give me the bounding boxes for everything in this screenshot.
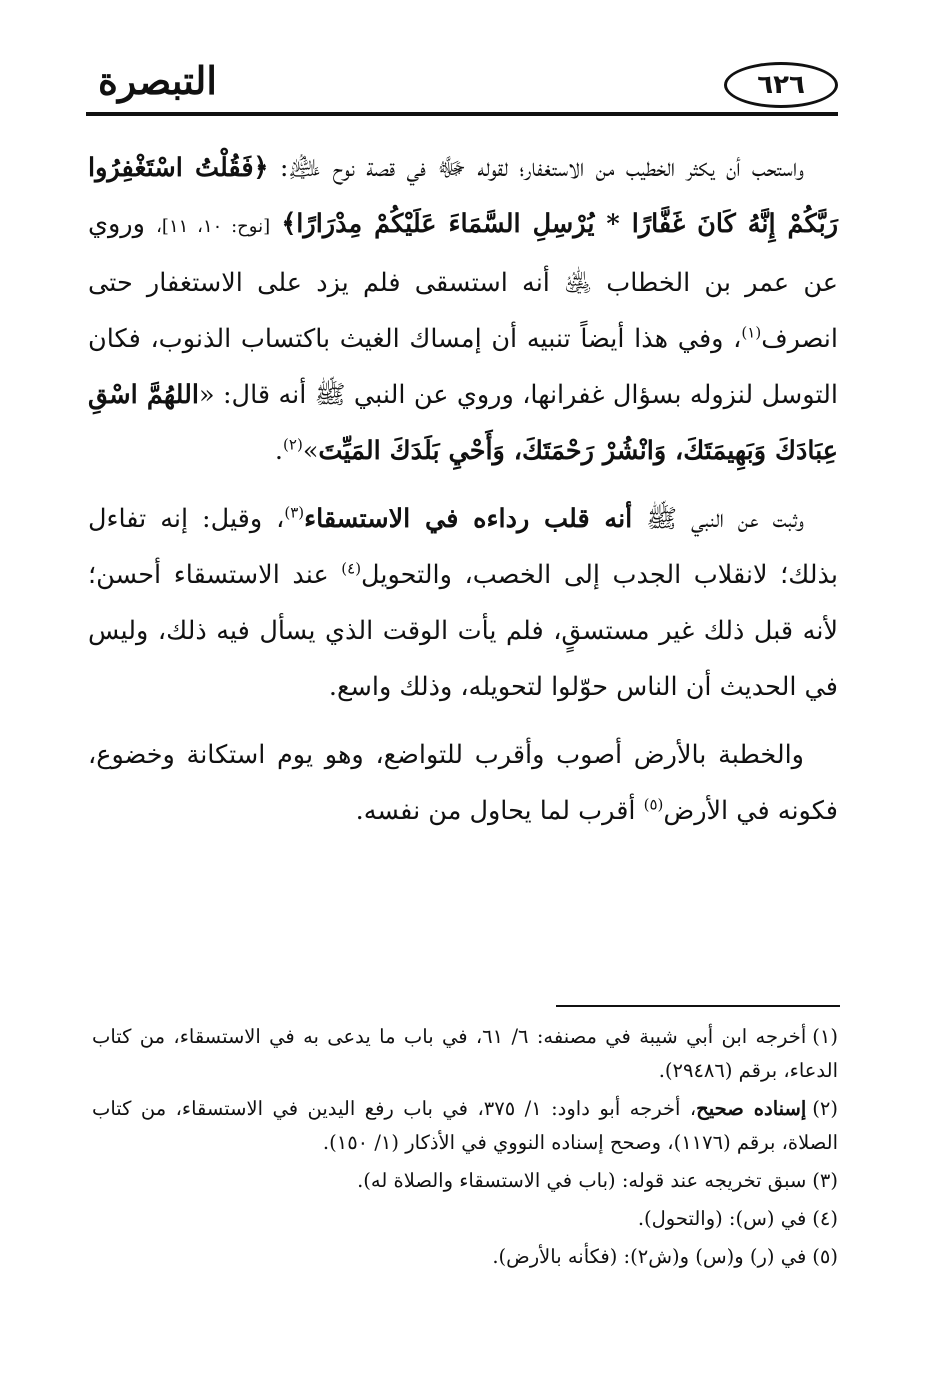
footnotes <box>92 1020 838 1278</box>
footnote-marker[interactable]: (١) <box>741 323 762 342</box>
bold-phrase: أنه قلب رداءه في الاستسقاء <box>304 504 633 534</box>
verse-reference: [نوح: ١٠، ١١]، <box>156 216 271 237</box>
text-span: واستحب أن يكثر الخطيب من الاستغفار؛ لقوله ﷻ في قصة نوح ﵇: <box>279 153 804 183</box>
paragraph-2 <box>88 491 838 715</box>
paragraph-3 <box>88 727 838 839</box>
footnote-marker[interactable]: (٥) <box>643 795 664 814</box>
footnote-marker[interactable]: (٣) <box>284 503 305 522</box>
footnote-number: (٥) <box>812 1245 838 1268</box>
footnote-text: في (ر) و(س) و(ش٢): (فكأنه بالأرض). <box>492 1245 807 1268</box>
text-span: وثبت عن النبي ﷺ <box>632 504 804 534</box>
hadith-text: اللهُمَّ اسْقِ عِبَادَكَ وَبَهِيمَتَكَ، وَانْشُرْ رَحْمَتَكَ، وَأَحْيِ بَلَدَكَ المَيِّتَ <box>88 380 838 466</box>
footnote-5 <box>92 1240 838 1274</box>
footnote-number: (٣) <box>812 1169 838 1192</box>
main-text <box>88 140 838 851</box>
text-span: والخطبة بالأرض أصوب وأقرب للتواضع، وهو يوم استكانة وخضوع، فكونه في الأرض <box>88 740 838 826</box>
text-span: وروي عن عمر بن الخطاب ﵁ أنه استسقى فلم يزد على الاستغفار حتى انصرف <box>88 209 838 354</box>
header-rule <box>86 112 838 116</box>
text-span: ، وفي هذا أيضاً تنبيه أن إمساك الغيث باكتساب الذنوب، فكان التوسل لنزوله بسؤال غفرانها، وروي عن النبي ﷺ أنه قال: « <box>88 324 839 410</box>
text-span: عند الاستسقاء أحسن؛ لأنه قبل ذلك غير مستسقٍ، فلم يأت الوقت الذي يسأل فيه ذلك، وليس في الحديث أن الناس حوّلوا لتحويله، وذلك واسع. <box>88 560 838 702</box>
footnote-marker[interactable]: (٤) <box>341 559 362 578</box>
footnote-2 <box>92 1092 838 1160</box>
text-span: » <box>302 436 319 466</box>
page-number: ٦٢٦ <box>757 70 805 100</box>
running-header <box>86 56 838 116</box>
footnote-number: (٤) <box>812 1207 838 1230</box>
footnote-text: أخرجه ابن أبي شيبة في مصنفه: ٦/ ٦١، في باب ما يدعى به في الاستسقاء، من كتاب الدعاء، برقم (٢٩٤٨٦). <box>92 1025 838 1082</box>
footnote-text: في (س): (والتحول). <box>637 1207 807 1230</box>
footnote-text: ، أخرجه أبو داود: ١/ ٣٧٥، في باب رفع اليدين في الاستسقاء، من كتاب الصلاة، برقم (١١٧٦)، وصحح إسناده النووي في الأذكار (١/ ١٥٠). <box>92 1097 838 1154</box>
text-span: ، وقيل: إنه تفاءل بذلك؛ لانقلاب الجدب إلى الخصب، والتحويل <box>88 504 838 590</box>
footnote-3 <box>92 1164 838 1198</box>
footnote-1 <box>92 1020 838 1088</box>
footnote-text: سبق تخريجه عند قوله: (باب في الاستسقاء والصلاة له). <box>357 1169 807 1192</box>
paragraph-1 <box>88 140 838 479</box>
text-span: أقرب لما يحاول من نفسه. <box>355 796 644 826</box>
book-title: التبصرة <box>98 58 217 103</box>
quran-verse: ﴿فَقُلْتُ اسْتَغْفِرُوا رَبَّكُمْ إِنَّهُ كَانَ غَفَّارًا * يُرْسِلِ السَّمَاءَ عَلَيْكُمْ مِدْرَارًا﴾ <box>88 153 839 239</box>
page-number-frame <box>724 62 838 108</box>
footnote-grade: إسناده صحيح <box>696 1097 807 1120</box>
text-span: . <box>274 436 284 466</box>
footnote-marker[interactable]: (٢) <box>283 435 303 454</box>
footnote-number: (٢) <box>812 1097 838 1120</box>
footnote-separator <box>556 1005 840 1007</box>
footnote-number: (١) <box>812 1025 838 1048</box>
footnote-4 <box>92 1202 838 1236</box>
